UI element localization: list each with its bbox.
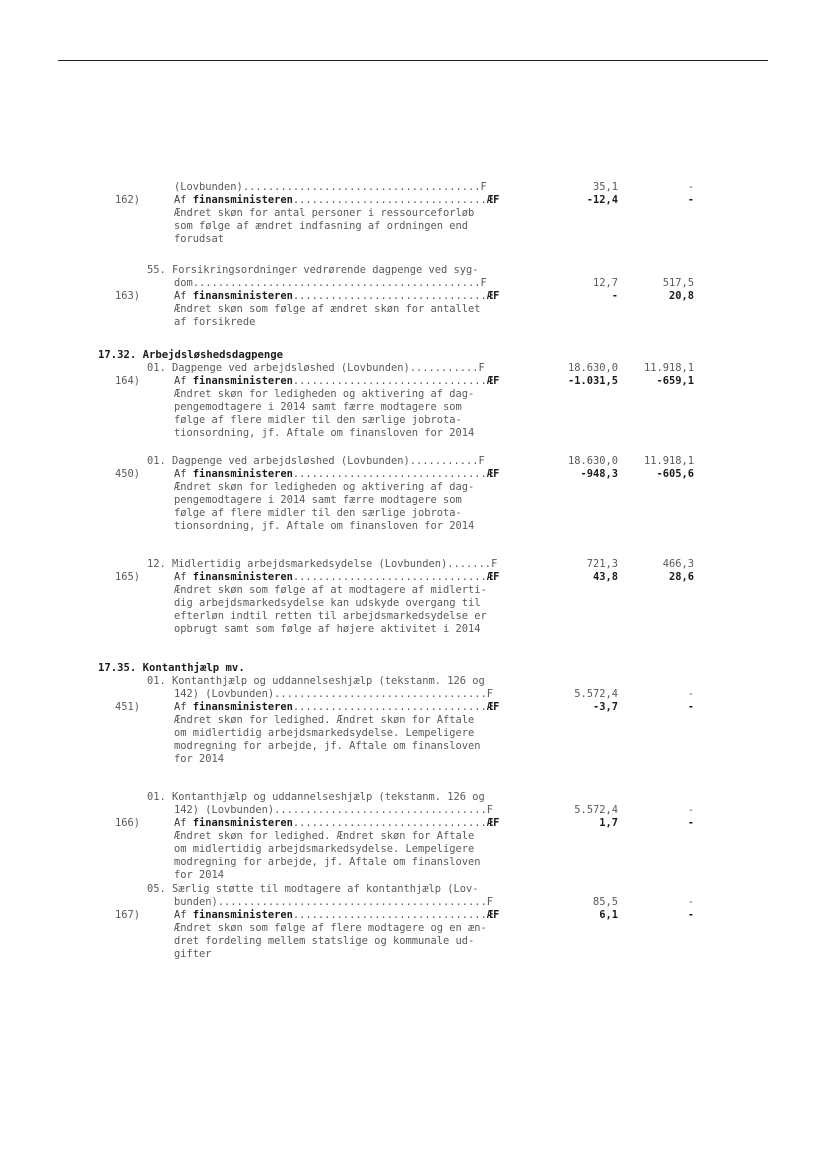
explanation-line: følge af flere midler til den særlige jobrota-: [174, 507, 462, 519]
explanation-line: Ændret skøn som følge af flere modtagere og en æn-: [174, 922, 487, 934]
base-amount-1: 721,3: [586, 558, 618, 570]
section-heading: 17.35. Kontanthjælp mv.: [98, 662, 245, 674]
change-amount-2: -: [687, 909, 694, 921]
amendment-ref: 451): [114, 701, 140, 713]
explanation-line: tionsordning, jf. Aftale om finansloven for 2014: [174, 427, 475, 439]
base-amount-2: -: [687, 688, 694, 700]
amendment-ref: 165): [114, 571, 140, 583]
proposer-prefix: Af: [174, 817, 193, 829]
change-code: ÆF: [486, 290, 500, 302]
change-amount-2: 20,8: [668, 290, 694, 302]
base-amount-2: 517,5: [662, 277, 694, 289]
amendment-ref: 166): [114, 817, 140, 829]
change-amount-2: -605,6: [656, 468, 694, 480]
item-title-line: dom..............................................F: [174, 277, 487, 289]
proposer-name: finansministeren: [192, 817, 293, 829]
change-amount-1: -948,3: [580, 468, 618, 480]
explanation-line: tionsordning, jf. Aftale om finansloven for 2014: [174, 520, 475, 532]
explanation-line: Ændret skøn for antal personer i ressourceforløb: [174, 207, 475, 219]
proposer-line: [174, 701, 499, 714]
item-title-line: 01. Dagpenge ved arbejdsløshed (Lovbunden)...........F: [147, 362, 485, 374]
explanation-line: pengemodtagere i 2014 samt færre modtagere som: [174, 401, 462, 413]
base-amount-1: 5.572,4: [574, 804, 618, 816]
proposer-prefix: Af: [174, 375, 193, 387]
proposer-name: finansministeren: [192, 290, 293, 302]
proposer-line: [174, 375, 499, 388]
explanation-line: opbrugt samt som følge af højere aktivitet i 2014: [174, 623, 481, 635]
leader-dots: ...............................: [292, 194, 487, 206]
change-amount-1: 1,7: [599, 817, 618, 829]
proposer-prefix: Af: [174, 194, 193, 206]
proposer-name: finansministeren: [192, 194, 293, 206]
proposer-prefix: Af: [174, 468, 193, 480]
change-amount-1: -: [611, 290, 618, 302]
explanation-line: Ændret skøn for ledighed. Ændret skøn for Aftale: [174, 714, 475, 726]
leader-dots: ...............................: [292, 817, 487, 829]
change-amount-2: -659,1: [656, 375, 694, 387]
change-code: ÆF: [486, 194, 500, 206]
change-code: ÆF: [486, 571, 500, 583]
base-amount-1: 5.572,4: [574, 688, 618, 700]
base-amount-1: 35,1: [592, 181, 618, 193]
change-code: ÆF: [486, 375, 500, 387]
explanation-line: pengemodtagere i 2014 samt færre modtagere som: [174, 494, 462, 506]
proposer-prefix: Af: [174, 290, 193, 302]
change-amount-1: 6,1: [599, 909, 618, 921]
explanation-line: Ændret skøn for ledigheden og aktivering af dag-: [174, 388, 475, 400]
explanation-line: dret fordeling mellem statslige og kommunale ud-: [174, 935, 475, 947]
explanation-line: som følge af ændret indfasning af ordningen end: [174, 220, 469, 232]
change-code: ÆF: [486, 468, 500, 480]
change-code: ÆF: [486, 817, 500, 829]
change-amount-1: 43,8: [592, 571, 618, 583]
base-amount-1: 85,5: [592, 896, 618, 908]
amendment-ref: 167): [114, 909, 140, 921]
base-amount-2: 11.918,1: [643, 362, 694, 374]
base-amount-2: -: [687, 804, 694, 816]
explanation-line: af forsikrede: [174, 316, 256, 328]
change-amount-2: -: [687, 817, 694, 829]
change-amount-2: -: [687, 701, 694, 713]
item-title-line: 01. Kontanthjælp og uddannelseshjælp (tekstanm. 126 og: [147, 675, 485, 687]
leader-dots: ...............................: [292, 571, 487, 583]
change-code: ÆF: [486, 909, 500, 921]
item-title-line: 142) (Lovbunden)..................................F: [174, 804, 494, 816]
item-title-line: 01. Dagpenge ved arbejdsløshed (Lovbunden)...........F: [147, 455, 485, 467]
explanation-line: Ændret skøn som følge af at modtagere af midlerti-: [174, 584, 487, 596]
change-amount-1: -1.031,5: [567, 375, 618, 387]
proposer-line: [174, 290, 499, 303]
leader-dots: ...............................: [292, 375, 487, 387]
explanation-line: Ændret skøn for ledigheden og aktivering af dag-: [174, 481, 475, 493]
header-rule: [58, 60, 768, 61]
proposer-name: finansministeren: [192, 468, 293, 480]
leader-dots: ...............................: [292, 468, 487, 480]
base-amount-2: 11.918,1: [643, 455, 694, 467]
leader-dots: ...............................: [292, 290, 487, 302]
explanation-line: forudsat: [174, 233, 225, 245]
proposer-prefix: Af: [174, 571, 193, 583]
section-heading: 17.32. Arbejdsløshedsdagpenge: [98, 349, 283, 361]
explanation-line: efterløn indtil retten til arbejdsmarkedsydelse er: [174, 610, 487, 622]
explanation-line: for 2014: [174, 869, 225, 881]
explanation-line: gifter: [174, 948, 212, 960]
explanation-line: modregning for arbejde, jf. Aftale om finansloven: [174, 740, 481, 752]
amendment-ref: 163): [114, 290, 140, 302]
item-title-line: (Lovbunden)......................................F: [174, 181, 487, 193]
amendment-ref: 162): [114, 194, 140, 206]
base-amount-1: 18.630,0: [567, 362, 618, 374]
proposer-line: [174, 194, 499, 207]
leader-dots: ...............................: [292, 701, 487, 713]
base-amount-2: -: [687, 181, 694, 193]
proposer-name: finansministeren: [192, 909, 293, 921]
explanation-line: om midlertidig arbejdsmarkedsydelse. Lempeligere: [174, 727, 475, 739]
explanation-line: modregning for arbejde, jf. Aftale om finansloven: [174, 856, 481, 868]
item-title-line: 05. Særlig støtte til modtagere af kontanthjælp (Lov-: [147, 883, 479, 895]
explanation-line: Ændret skøn for ledighed. Ændret skøn for Aftale: [174, 830, 475, 842]
item-title-line: 01. Kontanthjælp og uddannelseshjælp (tekstanm. 126 og: [147, 791, 485, 803]
item-title-line: bunden)...........................................F: [174, 896, 494, 908]
change-amount-2: -: [687, 194, 694, 206]
base-amount-1: 18.630,0: [567, 455, 618, 467]
proposer-prefix: Af: [174, 701, 193, 713]
explanation-line: om midlertidig arbejdsmarkedsydelse. Lempeligere: [174, 843, 475, 855]
proposer-line: [174, 909, 499, 922]
explanation-line: Ændret skøn som følge af ændret skøn for antallet: [174, 303, 481, 315]
change-amount-1: -3,7: [592, 701, 618, 713]
proposer-name: finansministeren: [192, 375, 293, 387]
proposer-line: [174, 571, 499, 584]
item-title-line: 55. Forsikringsordninger vedrørende dagpenge ved syg-: [147, 264, 479, 276]
change-amount-2: 28,6: [668, 571, 694, 583]
base-amount-2: -: [687, 896, 694, 908]
explanation-line: dig arbejdsmarkedsydelse kan udskyde overgang til: [174, 597, 481, 609]
leader-dots: ...............................: [292, 909, 487, 921]
amendment-ref: 450): [114, 468, 140, 480]
explanation-line: for 2014: [174, 753, 225, 765]
item-title-line: 142) (Lovbunden)..................................F: [174, 688, 494, 700]
amendment-ref: 164): [114, 375, 140, 387]
item-title-line: 12. Midlertidig arbejdsmarkedsydelse (Lovbunden).......F: [147, 558, 498, 570]
change-amount-1: -12,4: [586, 194, 618, 206]
change-code: ÆF: [486, 701, 500, 713]
explanation-line: følge af flere midler til den særlige jobrota-: [174, 414, 462, 426]
proposer-name: finansministeren: [192, 571, 293, 583]
base-amount-2: 466,3: [662, 558, 694, 570]
proposer-line: [174, 817, 499, 830]
proposer-line: [174, 468, 499, 481]
proposer-prefix: Af: [174, 909, 193, 921]
base-amount-1: 12,7: [592, 277, 618, 289]
proposer-name: finansministeren: [192, 701, 293, 713]
